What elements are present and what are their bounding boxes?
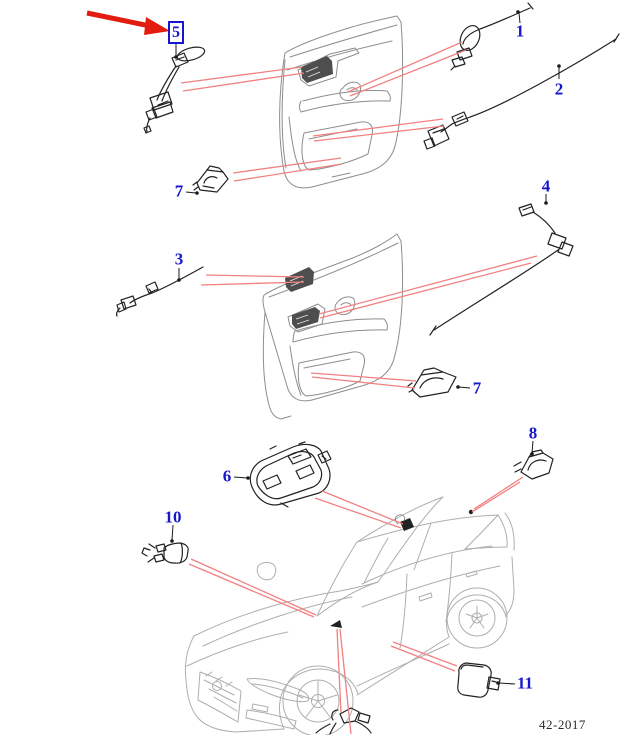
callout-10[interactable]: 10 (164, 507, 182, 527)
part-6-illustration (250, 442, 331, 507)
part-3-illustration (117, 267, 203, 316)
part-7-front-illustration (193, 166, 228, 192)
callout-5[interactable]: 5 (168, 21, 184, 44)
callout-4[interactable]: 4 (541, 176, 551, 196)
front-door-panel-illustration (280, 16, 403, 188)
part-4-illustration (430, 204, 573, 335)
callout-6[interactable]: 6 (222, 466, 232, 486)
callout-7-front[interactable]: 7 (174, 181, 184, 201)
part-10-illustration (142, 543, 188, 563)
callout-2[interactable]: 2 (554, 79, 564, 99)
pointer-arrow (87, 13, 170, 35)
car-illustration (185, 497, 514, 735)
callout-11[interactable]: 11 (516, 673, 534, 693)
part-7-rear-illustration (408, 368, 456, 397)
figure-code: 42-2017 (539, 717, 586, 732)
rear-door-panel-illustration (263, 234, 403, 419)
part-2-illustration (424, 34, 619, 149)
callout-8[interactable]: 8 (528, 423, 538, 443)
callout-ticks (170, 10, 561, 685)
part-11-illustration (458, 663, 500, 697)
callout-7-rear[interactable]: 7 (472, 378, 482, 398)
callout-1[interactable]: 1 (515, 21, 525, 41)
callout-3[interactable]: 3 (174, 249, 184, 269)
leader-lines (181, 42, 537, 734)
attachment-markers (330, 510, 473, 628)
